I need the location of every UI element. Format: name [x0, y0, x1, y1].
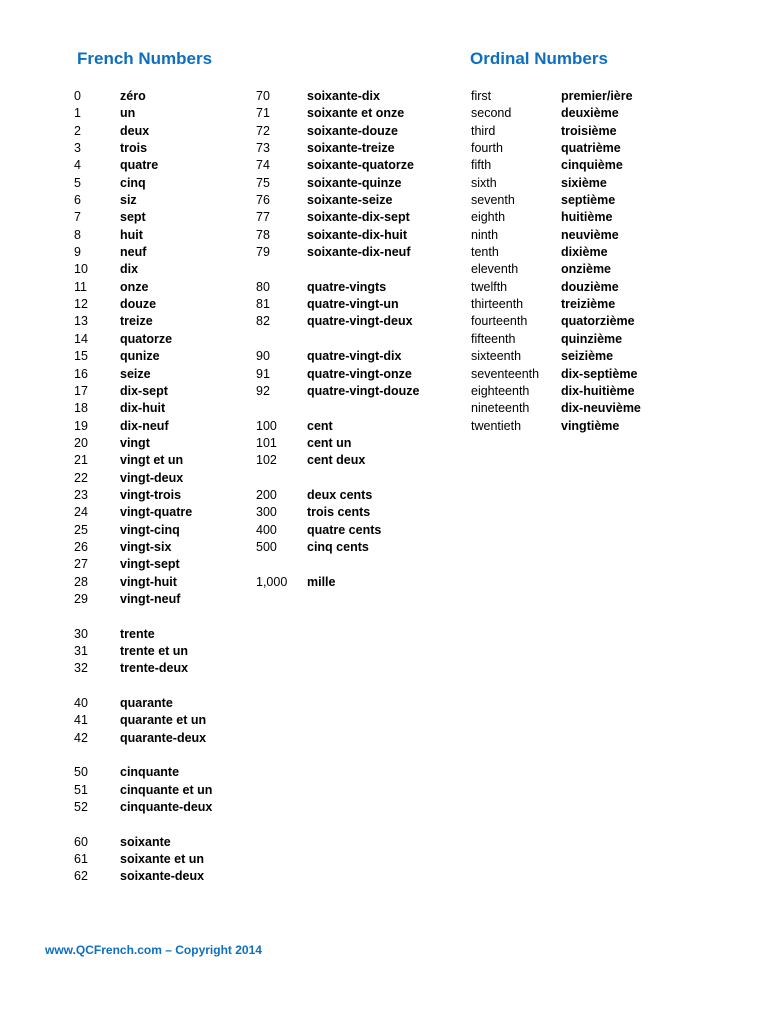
- number-row: [256, 574, 456, 591]
- number-digit: 500: [256, 539, 277, 554]
- number-row: [256, 348, 456, 365]
- number-digit: 26: [74, 539, 88, 554]
- number-row: [74, 331, 274, 348]
- ordinal-row: [471, 244, 691, 261]
- ordinal-french: cinquième: [561, 158, 623, 173]
- number-digit: 78: [256, 227, 270, 242]
- numbers-column-70-1000: [256, 88, 456, 591]
- number-word: zéro: [120, 89, 146, 103]
- number-digit: 22: [74, 470, 88, 485]
- number-digit: 100: [256, 418, 277, 433]
- number-row: [256, 157, 456, 174]
- number-word: trois cents: [307, 505, 371, 520]
- number-digit: 30: [74, 626, 88, 641]
- number-word: soixante-dix-neuf: [307, 245, 411, 260]
- number-word: quatre-vingt-dix: [307, 349, 402, 364]
- number-row: [74, 834, 274, 851]
- ordinal-english: second: [471, 106, 512, 121]
- ordinal-english: fourteenth: [471, 314, 528, 329]
- number-digit: 42: [74, 730, 88, 745]
- numbers-column-0-62: [74, 88, 274, 886]
- number-digit: 60: [74, 834, 88, 849]
- number-word: dix-neuf: [120, 418, 169, 433]
- number-digit: 21: [74, 453, 88, 468]
- number-row: [74, 418, 274, 435]
- number-row: [74, 244, 274, 261]
- number-digit: 41: [74, 713, 88, 728]
- ordinal-french: seizième: [561, 349, 614, 364]
- number-digit: 52: [74, 800, 88, 815]
- number-digit: 102: [256, 453, 277, 468]
- ordinal-french: huitième: [561, 210, 613, 225]
- ordinal-french: dix-huitième: [561, 383, 635, 398]
- number-word: vingt et un: [120, 453, 184, 468]
- number-digit: 90: [256, 349, 270, 364]
- number-digit: 10: [74, 262, 88, 277]
- number-digit: 14: [74, 331, 88, 346]
- number-digit: 15: [74, 349, 88, 364]
- number-word: quarante et un: [120, 713, 207, 728]
- number-row: [256, 227, 456, 244]
- number-digit: 3: [74, 141, 81, 156]
- number-word: cent deux: [307, 453, 366, 468]
- ordinal-french: treizième: [561, 297, 616, 312]
- spacer: [256, 331, 456, 348]
- number-row: [74, 296, 274, 313]
- number-word: soixante-dix-sept: [307, 210, 410, 225]
- ordinal-french: deuxième: [561, 106, 619, 121]
- number-word: vingt-six: [120, 539, 172, 554]
- number-word: quatre-vingts: [307, 279, 387, 294]
- spacer: [256, 261, 456, 278]
- number-row: [74, 782, 274, 799]
- number-digit: 20: [74, 435, 88, 450]
- number-digit: 1,000: [256, 574, 288, 589]
- ordinal-english: eighth: [471, 210, 506, 225]
- number-word: sept: [120, 210, 146, 225]
- number-row: [74, 470, 274, 487]
- number-word: vingt-quatre: [120, 505, 193, 520]
- number-word: siz: [120, 193, 137, 208]
- spacer: [256, 556, 456, 573]
- number-word: cinquante et un: [120, 782, 213, 797]
- number-row: [74, 140, 274, 157]
- number-digit: 28: [74, 574, 88, 589]
- ordinal-numbers-column: [471, 88, 691, 435]
- number-word: soixante-treize: [307, 141, 395, 156]
- number-word: quatre cents: [307, 522, 382, 537]
- number-row: [74, 435, 274, 452]
- number-row: [74, 487, 274, 504]
- number-row: [74, 591, 274, 608]
- number-word: quatre-vingt-deux: [307, 314, 413, 329]
- number-row: [256, 487, 456, 504]
- number-word: seize: [120, 366, 151, 381]
- number-word: soixante et onze: [307, 106, 405, 121]
- number-row: [256, 366, 456, 383]
- ordinal-row: [471, 296, 691, 313]
- ordinal-row: [471, 313, 691, 330]
- number-row: [74, 123, 274, 140]
- ordinal-english: sixteenth: [471, 349, 522, 364]
- ordinal-french: onzième: [561, 262, 612, 277]
- spacer: [74, 678, 274, 695]
- number-digit: 7: [74, 210, 81, 225]
- copyright-footer: www.QCFrench.com – Copyright 2014: [45, 943, 262, 957]
- number-digit: 200: [256, 487, 277, 502]
- number-digit: 62: [74, 869, 88, 884]
- number-row: [74, 504, 274, 521]
- ordinal-french: quatrième: [561, 141, 621, 156]
- number-word: mille: [307, 574, 336, 589]
- number-digit: 25: [74, 522, 88, 537]
- number-digit: 4: [74, 158, 81, 173]
- ordinal-row: [471, 209, 691, 226]
- number-word: vingt-deux: [120, 470, 184, 485]
- ordinal-english: eleventh: [471, 262, 519, 277]
- number-word: quatorze: [120, 331, 173, 346]
- number-digit: 23: [74, 487, 88, 502]
- number-word: trois: [120, 141, 148, 156]
- number-word: cinquante: [120, 765, 180, 780]
- number-digit: 11: [74, 279, 87, 294]
- french-numbers-heading: French Numbers: [77, 49, 213, 68]
- spacer: [74, 608, 274, 625]
- ordinal-french: vingtième: [561, 418, 620, 433]
- number-digit: 73: [256, 141, 270, 156]
- number-word: vingt-neuf: [120, 591, 181, 606]
- number-word: onze: [120, 279, 149, 294]
- number-word: soixante-douze: [307, 123, 398, 138]
- number-digit: 2: [74, 123, 81, 138]
- ordinal-french: dixième: [561, 245, 608, 260]
- number-digit: 92: [256, 383, 270, 398]
- ordinal-french: premier/ière: [561, 89, 633, 103]
- ordinal-row: [471, 227, 691, 244]
- number-word: trente et un: [120, 644, 189, 658]
- number-digit: 81: [256, 297, 270, 312]
- number-row: [256, 192, 456, 209]
- ordinal-row: [471, 175, 691, 192]
- number-row: [256, 313, 456, 330]
- number-digit: 71: [256, 106, 270, 121]
- ordinal-french: dix-septième: [561, 366, 638, 381]
- ordinal-row: [471, 348, 691, 365]
- number-digit: 13: [74, 314, 88, 329]
- number-digit: 27: [74, 557, 88, 572]
- ordinal-row: [471, 331, 691, 348]
- ordinal-english: seventeenth: [471, 366, 540, 381]
- number-word: quarante-deux: [120, 730, 207, 745]
- ordinal-english: eighteenth: [471, 383, 530, 398]
- number-row: [74, 192, 274, 209]
- number-word: vingt: [120, 435, 150, 450]
- number-word: dix-huit: [120, 401, 166, 416]
- number-row: [74, 452, 274, 469]
- number-row: [74, 279, 274, 296]
- number-row: [74, 868, 274, 885]
- number-word: dix: [120, 262, 139, 277]
- number-row: [74, 539, 274, 556]
- number-row: [256, 123, 456, 140]
- ordinal-english: twentieth: [471, 418, 522, 433]
- number-word: vingt-trois: [120, 487, 182, 502]
- number-row: [74, 261, 274, 278]
- number-row: [74, 574, 274, 591]
- number-word: trente: [120, 626, 155, 641]
- number-row: [256, 539, 456, 556]
- number-row: [256, 452, 456, 469]
- number-row: [74, 730, 274, 747]
- number-digit: 18: [74, 401, 88, 416]
- ordinal-french: dix-neuvième: [561, 401, 641, 416]
- number-digit: 300: [256, 505, 277, 520]
- number-word: soixante-quatorze: [307, 158, 414, 173]
- number-word: soixante et un: [120, 852, 205, 867]
- number-word: quarante: [120, 696, 173, 711]
- ordinal-english: ninth: [471, 227, 499, 242]
- number-row: [256, 435, 456, 452]
- number-row: [74, 227, 274, 244]
- ordinal-english: third: [471, 123, 496, 138]
- number-row: [74, 851, 274, 868]
- ordinal-english: tenth: [471, 245, 499, 260]
- number-row: [256, 522, 456, 539]
- ordinal-english: fifth: [471, 158, 492, 173]
- number-digit: 29: [74, 591, 88, 606]
- number-digit: 1: [74, 106, 81, 121]
- number-word: soixante-dix: [307, 89, 380, 103]
- number-digit: 79: [256, 245, 270, 260]
- number-word: neuf: [120, 245, 147, 260]
- ordinal-row: [471, 157, 691, 174]
- number-row: [74, 348, 274, 365]
- ordinal-english: thirteenth: [471, 297, 524, 312]
- number-digit: 16: [74, 366, 88, 381]
- number-word: deux cents: [307, 487, 373, 502]
- number-digit: 72: [256, 123, 270, 138]
- number-digit: 75: [256, 175, 270, 190]
- number-word: treize: [120, 314, 153, 329]
- number-row: [256, 279, 456, 296]
- number-digit: 51: [74, 782, 88, 797]
- ordinal-row: [471, 261, 691, 278]
- ordinal-french: douzième: [561, 279, 619, 294]
- number-row: [74, 175, 274, 192]
- ordinal-english: seventh: [471, 193, 515, 208]
- ordinal-numbers-heading: Ordinal Numbers: [470, 49, 608, 68]
- number-digit: 77: [256, 210, 270, 225]
- number-row: [74, 157, 274, 174]
- number-digit: 12: [74, 297, 88, 312]
- spacer: [74, 816, 274, 833]
- number-row: [256, 244, 456, 261]
- ordinal-row: [471, 123, 691, 140]
- number-digit: 91: [256, 366, 270, 381]
- number-row: [74, 660, 274, 677]
- number-digit: 6: [74, 193, 81, 208]
- number-word: vingt-huit: [120, 574, 177, 589]
- ordinal-english: nineteenth: [471, 401, 530, 416]
- ordinal-row: [471, 418, 691, 435]
- number-row: [74, 88, 274, 105]
- number-word: qunize: [120, 349, 160, 364]
- number-digit: 76: [256, 193, 270, 208]
- number-word: soixante-quinze: [307, 175, 402, 190]
- number-digit: 400: [256, 522, 277, 537]
- ordinal-english: fifteenth: [471, 331, 516, 346]
- ordinal-row: [471, 105, 691, 122]
- number-row: [256, 504, 456, 521]
- number-word: quatre-vingt-un: [307, 297, 399, 312]
- number-row: [74, 799, 274, 816]
- number-row: [74, 712, 274, 729]
- number-digit: 32: [74, 661, 88, 676]
- number-word: soixante: [120, 834, 171, 849]
- number-word: quatre-vingt-douze: [307, 383, 420, 398]
- number-word: soixante-seize: [307, 193, 393, 208]
- number-row: [256, 88, 456, 105]
- number-word: soixante-deux: [120, 869, 205, 884]
- number-row: [74, 626, 274, 643]
- number-digit: 24: [74, 505, 88, 520]
- number-digit: 74: [256, 158, 270, 173]
- ordinal-row: [471, 279, 691, 296]
- number-word: trente-deux: [120, 661, 189, 676]
- ordinal-french: quinzième: [561, 331, 623, 346]
- number-row: [74, 643, 274, 660]
- number-row: [256, 209, 456, 226]
- ordinal-english: fourth: [471, 141, 503, 156]
- number-word: soixante-dix-huit: [307, 227, 408, 242]
- ordinal-row: [471, 192, 691, 209]
- spacer: [256, 470, 456, 487]
- ordinal-row: [471, 383, 691, 400]
- number-word: dix-sept: [120, 383, 168, 398]
- number-word: vingt-sept: [120, 557, 180, 572]
- ordinal-row: [471, 400, 691, 417]
- number-digit: 8: [74, 227, 81, 242]
- number-row: [256, 418, 456, 435]
- number-row: [74, 400, 274, 417]
- ordinal-french: troisième: [561, 123, 617, 138]
- number-digit: 61: [74, 852, 88, 867]
- number-word: un: [120, 106, 136, 121]
- ordinal-french: septième: [561, 193, 616, 208]
- number-digit: 40: [74, 696, 88, 711]
- number-row: [74, 695, 274, 712]
- number-word: cinquante-deux: [120, 800, 213, 815]
- number-digit: 50: [74, 765, 88, 780]
- number-row: [74, 522, 274, 539]
- number-word: cinq cents: [307, 539, 369, 554]
- ordinal-french: neuvième: [561, 227, 619, 242]
- number-digit: 80: [256, 279, 270, 294]
- ordinal-english: twelfth: [471, 279, 508, 294]
- number-digit: 31: [74, 644, 88, 658]
- ordinal-row: [471, 140, 691, 157]
- ordinal-english: sixth: [471, 175, 497, 190]
- number-row: [74, 764, 274, 781]
- number-word: quatre: [120, 158, 159, 173]
- number-row: [74, 556, 274, 573]
- number-row: [74, 105, 274, 122]
- number-digit: 19: [74, 418, 88, 433]
- number-word: huit: [120, 227, 143, 242]
- number-digit: 101: [256, 435, 277, 450]
- number-word: cinq: [120, 175, 146, 190]
- number-row: [256, 383, 456, 400]
- number-row: [256, 175, 456, 192]
- number-digit: 0: [74, 89, 81, 103]
- spacer: [256, 400, 456, 417]
- number-word: quatre-vingt-onze: [307, 366, 412, 381]
- number-word: vingt-cinq: [120, 522, 180, 537]
- number-row: [256, 296, 456, 313]
- number-row: [256, 105, 456, 122]
- number-word: douze: [120, 297, 157, 312]
- number-row: [74, 209, 274, 226]
- spacer: [74, 747, 274, 764]
- ordinal-row: [471, 88, 691, 105]
- number-digit: 17: [74, 383, 88, 398]
- ordinal-english: first: [471, 89, 492, 103]
- ordinal-french: sixième: [561, 175, 607, 190]
- number-row: [74, 313, 274, 330]
- number-word: cent un: [307, 435, 352, 450]
- ordinal-row: [471, 366, 691, 383]
- ordinal-french: quatorzième: [561, 314, 635, 329]
- number-digit: 5: [74, 175, 81, 190]
- number-digit: 82: [256, 314, 270, 329]
- number-row: [256, 140, 456, 157]
- number-digit: 9: [74, 245, 81, 260]
- number-word: cent: [307, 418, 333, 433]
- number-digit: 70: [256, 89, 270, 103]
- number-word: deux: [120, 123, 150, 138]
- number-row: [74, 366, 274, 383]
- number-row: [74, 383, 274, 400]
